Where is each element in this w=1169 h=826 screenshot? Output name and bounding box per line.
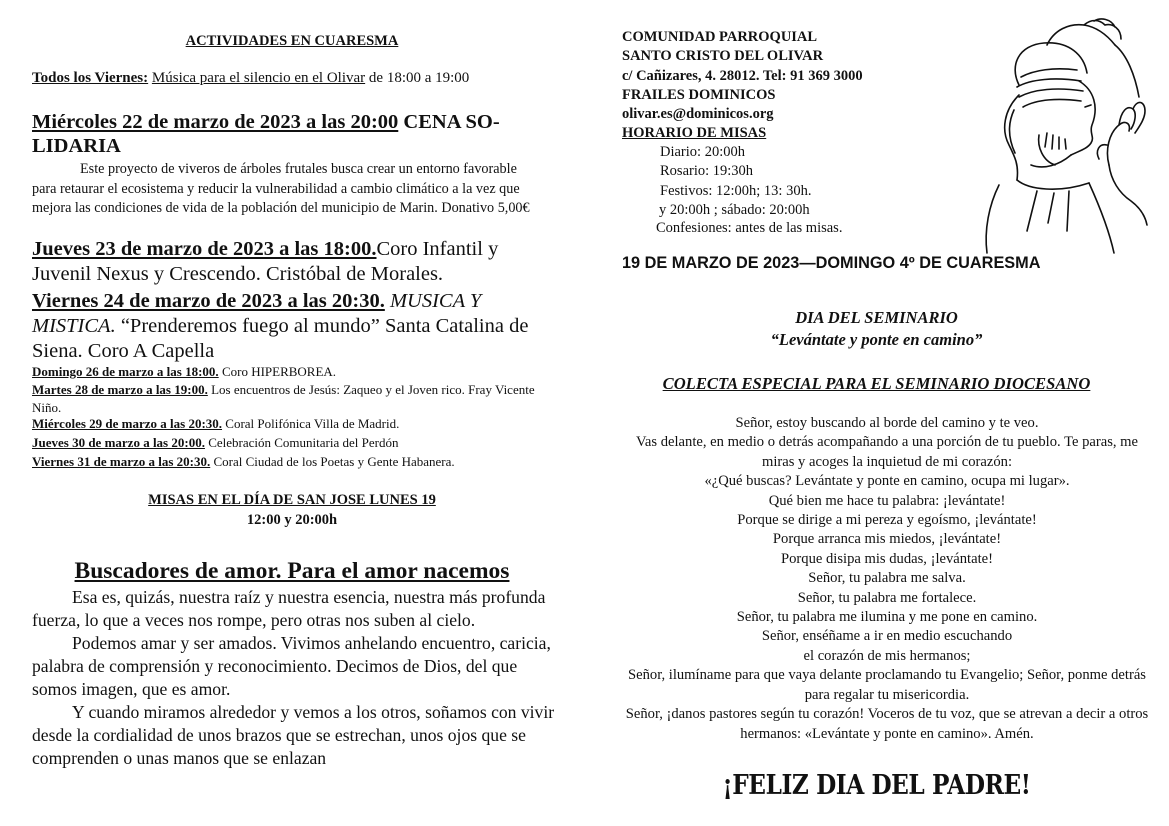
small-event-text: Coral Polifónica Villa de Madrid. [225, 416, 400, 431]
horario-title: HORARIO DE MISAS [622, 125, 767, 142]
contact-line: FRAILES DOMINICOS [622, 86, 776, 103]
small-event-date: Martes 28 de marzo a las 19:00. [32, 382, 208, 397]
cena-description: Este proyecto de viveros de árboles frutales busca crear un entorno favorable para retaurar el ecosistema y reducir la vulnerabilidad a cambio climático a la vez que mejora las condiciones de vida de la población del municipio de Marin. Donativo 5,00€ [32, 161, 530, 216]
amor-title: Buscadores de amor. Para el amor nacemos [74, 558, 510, 584]
contact-line: SANTO CRISTO DEL OLIVAR [622, 48, 824, 65]
contact-email: olivar.es@dominicos.org [622, 106, 774, 123]
viernes-label: Todos los Viernes: [32, 70, 149, 86]
viernes24-text: “Prenderemos fuego al mundo” Santa Catalina de Siena. Coro A Capella [32, 315, 529, 362]
viernes-time: de 18:00 a 19:00 [368, 70, 470, 86]
prayer-line: Señor, estoy buscando al borde del camino y te veo. [735, 415, 1039, 431]
prayer-line: Vas delante, en medio o detrás acompañando a una porción de tu pueblo. Te paras, me miras y acoges la inquietud de mi corazón: [635, 434, 1139, 470]
dia-seminario-title: DIA DEL SEMINARIO [795, 308, 958, 327]
prayer-line: Señor, ¡danos pastores según tu corazón! Voceros de tu voz, que se atrevan a decir a otros hermanos: «Levántate y ponte en camino». Amén. [625, 706, 1149, 742]
contact-line: c/ Cañizares, 4. 28012. Tel: 91 369 3000 [622, 67, 863, 84]
cena-date: Miércoles 22 de marzo de 2023 a las 20:00 [32, 111, 399, 133]
amor-paragraph: Esa es, quizás, nuestra raíz y nuestra esencia, nuestra más profunda fuerza, lo que a veces nos rompe, pero otras nos suben al cielo. [32, 587, 546, 630]
jueves-event [32, 237, 552, 287]
prayer-line: Señor, enséñame a ir en medio escuchando [761, 628, 1013, 645]
small-event-1 [32, 363, 552, 381]
amor-paragraph: Y cuando miramos alrededor y vemos a los otros, soñamos con vivir desde la cordialidad de unos brazos que se estrechan, unos ojos que se comprenden o unas manos que se enlazan [32, 702, 555, 768]
amor-body [32, 586, 557, 770]
jueves-date: Jueves 23 de marzo de 2023 a las 18:00. [32, 238, 377, 260]
contact-line: COMUNIDAD PARROQUIAL [622, 29, 818, 45]
small-event-3 [32, 415, 552, 433]
viernes-title: Música para el silencio en el Olivar [151, 70, 366, 86]
small-event-date: Domingo 26 de marzo a las 18:00. [32, 364, 219, 379]
small-event-text: Coral Ciudad de los Poetas y Gente Habanera. [213, 454, 455, 469]
feliz-dia-padre: ¡FELIZ DIA DEL PADRE! [722, 770, 1031, 801]
cena-event [32, 110, 552, 158]
hours-item: Diario: 20:00h [660, 144, 745, 160]
misas-times: 12:00 y 20:00h [246, 512, 338, 528]
small-event-text: Celebración Comunitaria del Perdón [208, 435, 399, 450]
small-event-4 [32, 434, 552, 452]
prayer-line: Qué bien me hace tu palabra: ¡levántate! [768, 492, 1006, 509]
prayer-line: Señor, tu palabra me ilumina y me pone en camino. [736, 609, 1038, 626]
jueves-text: Coro Infantil y Juvenil Nexus y Crescendo. Cristóbal de Morales. [32, 238, 499, 285]
small-event-5 [32, 453, 552, 471]
prayer-line: Porque arranca mis miedos, ¡levántate! [772, 531, 1002, 548]
prayer-line: Porque se dirige a mi pereza y egoísmo, ¡levántate! [737, 512, 1037, 529]
prayer-line: Señor, tu palabra me fortalece. [797, 589, 977, 606]
prayer-line: Señor, tu palabra me salva. [808, 570, 966, 587]
confesiones: Confesiones: antes de las misas. [656, 220, 843, 236]
prayer-line: el corazón de mis hermanos; [803, 647, 971, 664]
seminario-lema: “Levántate y ponte en camino” [770, 330, 983, 349]
dia-seminario-block [584, 307, 1169, 351]
prayer-line: Porque disipa mis dudas, ¡levántate! [781, 550, 993, 567]
hours-list [660, 143, 811, 220]
hours-item: Festivos: 12:00h; 13: 30h. [660, 182, 812, 199]
hours-item: Rosario: 19:30h [660, 163, 754, 180]
viernes24-italic: MUSICA Y MISTICA. [32, 290, 482, 337]
amor-paragraph: Podemos amar y ser amados. Vivimos anhelando encuentro, caricia, palabra de comprensión y reconocimiento. Decimos de Dios, del que somos imagen, que es amor. [32, 633, 551, 699]
cena-title: CENA SO-LIDARIA [32, 111, 500, 157]
viernes-line [32, 70, 469, 87]
misas-block [0, 490, 584, 530]
viernes24-event [32, 289, 552, 364]
actividades-title: ACTIVIDADES EN CUARESMA [185, 33, 399, 49]
small-event-date: Miércoles 29 de marzo a las 20:30. [32, 416, 223, 431]
colecta-heading: COLECTA ESPECIAL PARA EL SEMINARIO DIOCESANO [662, 374, 1091, 393]
prayer-text [622, 414, 1152, 744]
prayer-line: «¿Qué buscas? Levántate y ponte en camino, ocupa mi lugar». [704, 473, 1070, 490]
misas-title: MISAS EN EL DÍA DE SAN JOSE LUNES 19 [148, 492, 436, 508]
viernes24-date: Viernes 24 de marzo de 2023 a las 20:30. [32, 290, 385, 312]
domingo-heading: 19 DE MARZO DE 2023—DOMINGO 4º DE CUARESMA [622, 254, 1041, 272]
contact-block [622, 28, 863, 144]
praying-figure-illustration [959, 15, 1149, 255]
small-event-date: Viernes 31 de marzo a las 20:30. [32, 454, 211, 469]
small-event-date: Jueves 30 de marzo a las 20:00. [32, 435, 205, 450]
prayer-line: Señor, ilumíname para que vaya delante proclamando tu Evangelio; Señor, ponme detrás para regalar tu misericordia. [628, 667, 1146, 703]
small-event-text: Coro HIPERBOREA. [221, 364, 337, 379]
hours-item: y 20:00h ; sábado: 20:00h [659, 201, 810, 218]
small-event-2 [32, 381, 552, 417]
small-event-text: Los encuentros de Jesús: Zaqueo y el Joven rico. Fray Vicente Niño. [32, 382, 535, 415]
